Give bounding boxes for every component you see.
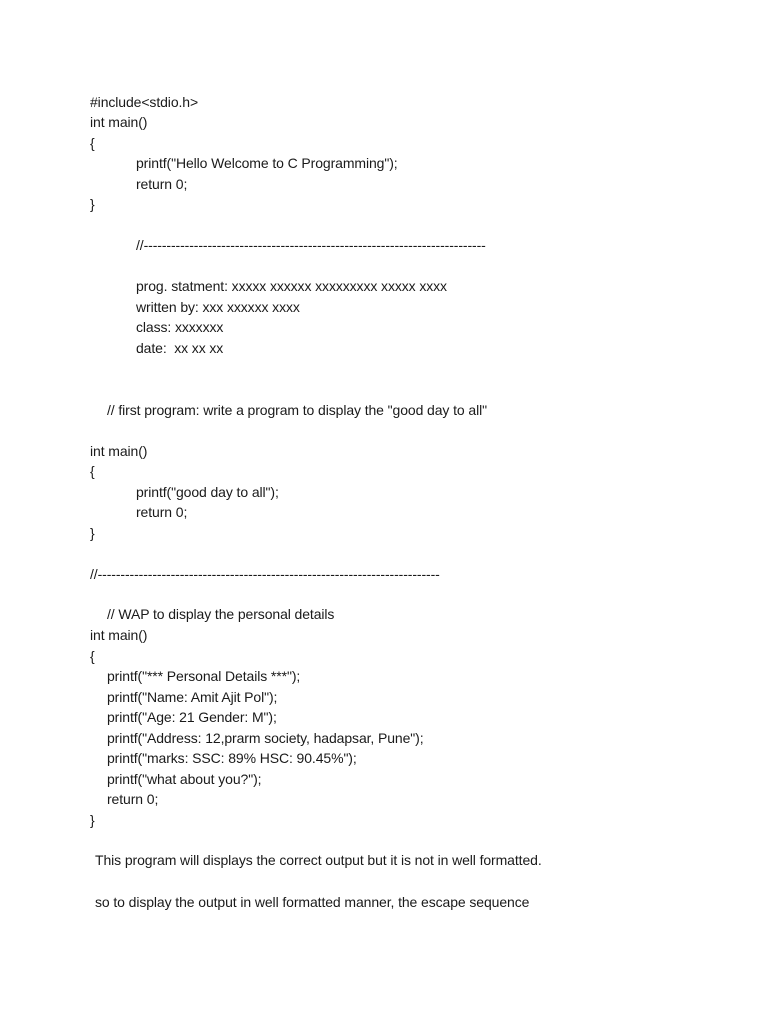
comment-separator-line-2: //--------------------------------------------------------------------------- [90,566,440,582]
date-line: date: xx xx xx [136,340,224,356]
code-line-return: return 0; [136,176,188,192]
code-line-close-brace-3: } [90,812,95,828]
code-line-close-brace-2: } [90,525,95,541]
code-line-open-brace-2: { [90,463,95,479]
explanation-paragraph-2: so to display the output in well formatted manner, the escape sequence [95,894,530,910]
code-line-open-brace-3: { [90,648,95,664]
code-line-open-brace: { [90,135,95,151]
code-line-main-declaration: int main() [90,114,148,130]
class-line: class: xxxxxxx [136,319,224,335]
code-line-printf-name: printf("Name: Amit Ajit Pol"); [107,689,278,705]
first-program-comment: // first program: write a program to display the "good day to all" [107,402,487,418]
code-line-main-declaration-2: int main() [90,443,148,459]
code-line-printf-header: printf("*** Personal Details ***"); [107,668,301,684]
code-line-printf-good-day: printf("good day to all"); [136,484,279,500]
written-by-line: written by: xxx xxxxxx xxxx [136,299,300,315]
code-line-main-declaration-3: int main() [90,627,148,643]
code-line-printf-question: printf("what about you?"); [107,771,262,787]
code-line-printf-welcome: printf("Hello Welcome to C Programming"); [136,155,398,171]
code-line-printf-age-gender: printf("Age: 21 Gender: M"); [107,709,277,725]
comment-separator-line: //--------------------------------------------------------------------------- [136,237,486,253]
program-statement-line: prog. statment: xxxxx xxxxxx xxxxxxxxx xxxxx xxxx [136,278,447,294]
code-line-return-2: return 0; [136,504,188,520]
code-line-return-3: return 0; [107,791,159,807]
code-line-include: #include<stdio.h> [90,94,199,110]
explanation-paragraph-1: This program will displays the correct output but it is not in well formatted. [95,852,542,868]
code-line-printf-marks: printf("marks: SSC: 89% HSC: 90.45%"); [107,750,357,766]
code-line-close-brace: } [90,196,95,212]
personal-details-comment: // WAP to display the personal details [107,606,335,622]
code-line-printf-address: printf("Address: 12,prarm society, hadapsar, Pune"); [107,730,424,746]
